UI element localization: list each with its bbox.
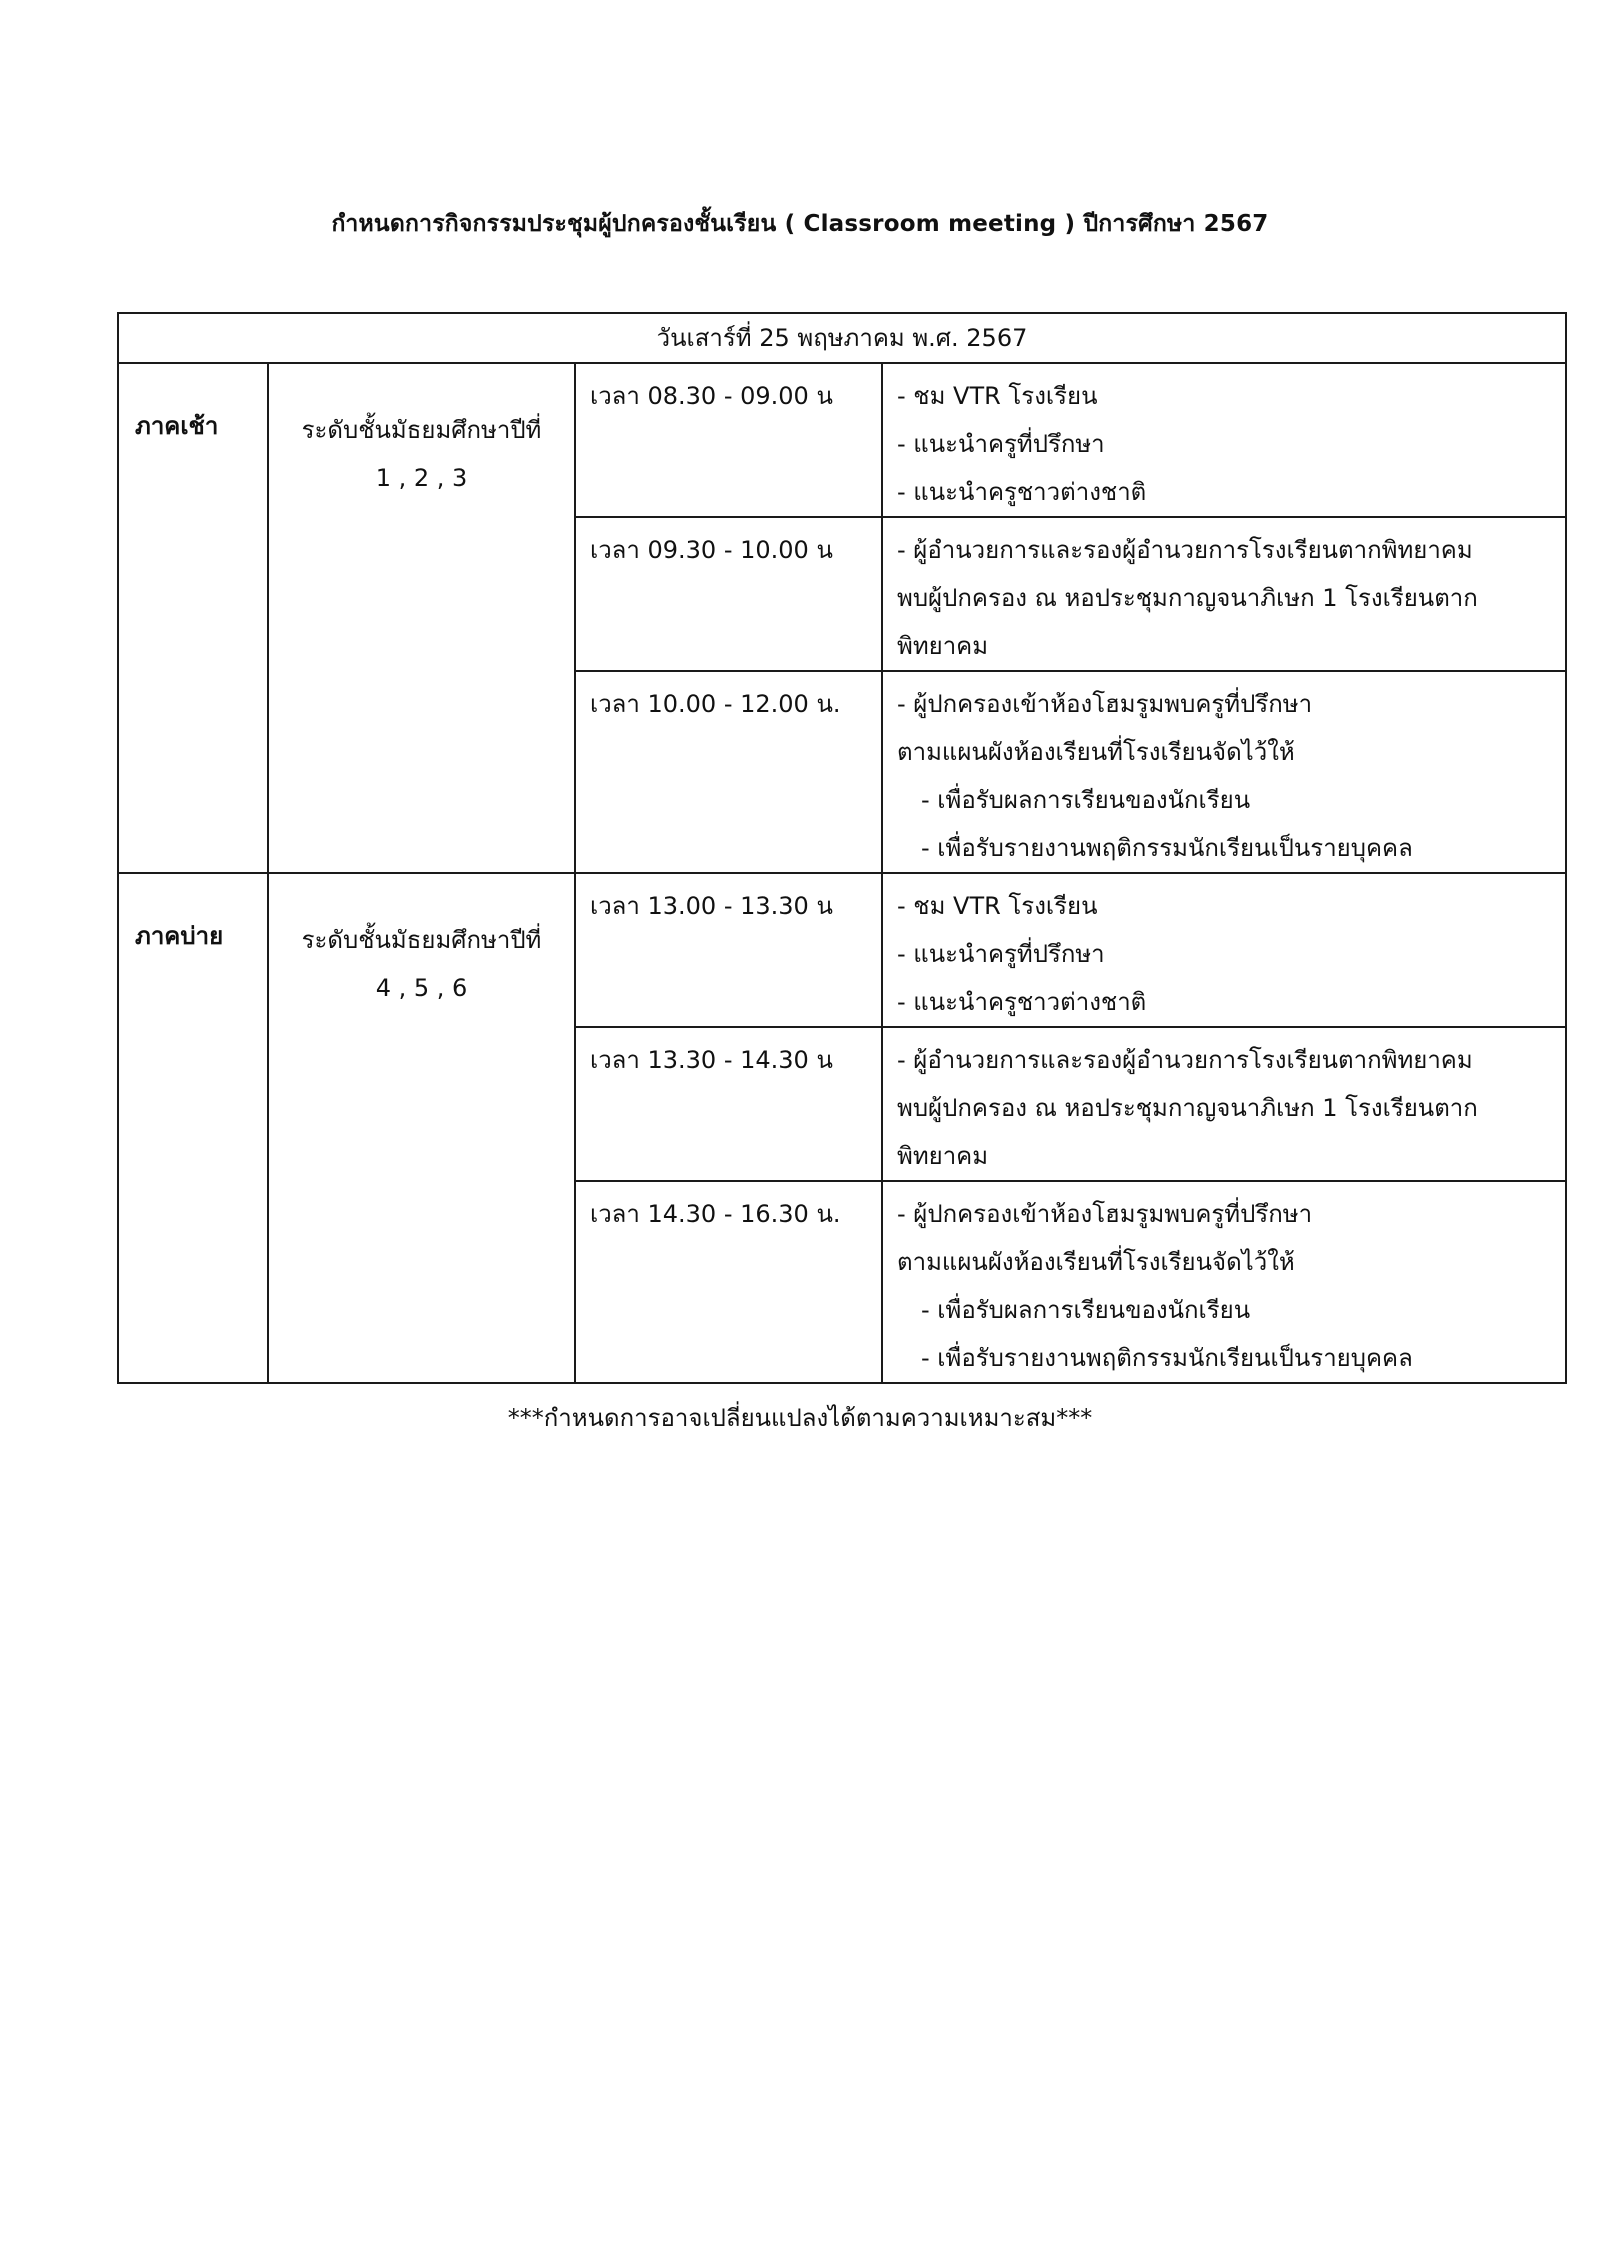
activity-cell (882, 363, 1566, 517)
activity-subline: - เพื่อรับผลการเรียนของนักเรียน (921, 786, 1251, 814)
period-label-afternoon: ภาคบ่าย (118, 873, 268, 1383)
activity-cell (882, 873, 1566, 1027)
activity-line: พบผู้ปกครอง ณ หอประชุมกาญจนาภิเษก 1 โรงเรียนตาก (897, 584, 1478, 612)
date-header-row (118, 313, 1566, 363)
activity-line: พิทยาคม (897, 632, 989, 660)
activity-cell (882, 671, 1566, 873)
schedule-row (118, 363, 1566, 517)
activity-line: - แนะนำครูชาวต่างชาติ (897, 988, 1147, 1016)
activity-line: ตามแผนผังห้องเรียนที่โรงเรียนจัดไว้ให้ (897, 1248, 1295, 1276)
activity-line: - ชม VTR โรงเรียน (897, 382, 1098, 410)
activity-line: - ผู้อำนวยการและรองผู้อำนวยการโรงเรียนตากพิทยาคม (897, 536, 1473, 564)
activity-line: - ผู้ปกครองเข้าห้องโฮมรูมพบครูที่ปรึกษา (897, 690, 1313, 718)
activity-line: - แนะนำครูที่ปรึกษา (897, 940, 1105, 968)
schedule-table (117, 312, 1567, 1384)
grade-level-values: 4 , 5 , 6 (375, 974, 468, 1002)
activity-subline: - เพื่อรับผลการเรียนของนักเรียน (921, 1296, 1251, 1324)
activity-cell (882, 1027, 1566, 1181)
grade-level-morning (268, 363, 575, 873)
activity-subline: - เพื่อรับรายงานพฤติกรรมนักเรียนเป็นรายบุคคล (921, 1344, 1413, 1372)
grade-level-afternoon (268, 873, 575, 1383)
document-title: กำหนดการกิจกรรมประชุมผู้ปกครองชั้นเรียน ( Classroom meeting ) ปีการศึกษา 2567 (331, 211, 1269, 237)
activity-cell (882, 1181, 1566, 1383)
activity-line: - ผู้ปกครองเข้าห้องโฮมรูมพบครูที่ปรึกษา (897, 1200, 1313, 1228)
grade-level-label: ระดับชั้นมัธยมศึกษาปีที่ (301, 416, 542, 444)
activity-line: - แนะนำครูที่ปรึกษา (897, 430, 1105, 458)
activity-line: พิทยาคม (897, 1142, 989, 1170)
time-slot: เวลา 10.00 - 12.00 น. (575, 671, 882, 873)
footer-note: ***กำหนดการอาจเปลี่ยนแปลงได้ตามความเหมาะสม*** (507, 1404, 1093, 1432)
period-label-morning: ภาคเช้า (118, 363, 268, 873)
grade-level-values: 1 , 2 , 3 (375, 464, 468, 492)
activity-line: - ผู้อำนวยการและรองผู้อำนวยการโรงเรียนตากพิทยาคม (897, 1046, 1473, 1074)
time-slot: เวลา 14.30 - 16.30 น. (575, 1181, 882, 1383)
grade-level-label: ระดับชั้นมัธยมศึกษาปีที่ (301, 926, 542, 954)
time-slot: เวลา 13.00 - 13.30 น (575, 873, 882, 1027)
time-slot: เวลา 08.30 - 09.00 น (575, 363, 882, 517)
activity-line: - แนะนำครูชาวต่างชาติ (897, 478, 1147, 506)
time-slot: เวลา 09.30 - 10.00 น (575, 517, 882, 671)
activity-cell (882, 517, 1566, 671)
activity-subline: - เพื่อรับรายงานพฤติกรรมนักเรียนเป็นรายบุคคล (921, 834, 1413, 862)
activity-line: - ชม VTR โรงเรียน (897, 892, 1098, 920)
date-header: วันเสาร์ที่ 25 พฤษภาคม พ.ศ. 2567 (118, 313, 1566, 363)
activity-line: พบผู้ปกครอง ณ หอประชุมกาญจนาภิเษก 1 โรงเรียนตาก (897, 1094, 1478, 1122)
time-slot: เวลา 13.30 - 14.30 น (575, 1027, 882, 1181)
activity-line: ตามแผนผังห้องเรียนที่โรงเรียนจัดไว้ให้ (897, 738, 1295, 766)
schedule-row (118, 873, 1566, 1027)
